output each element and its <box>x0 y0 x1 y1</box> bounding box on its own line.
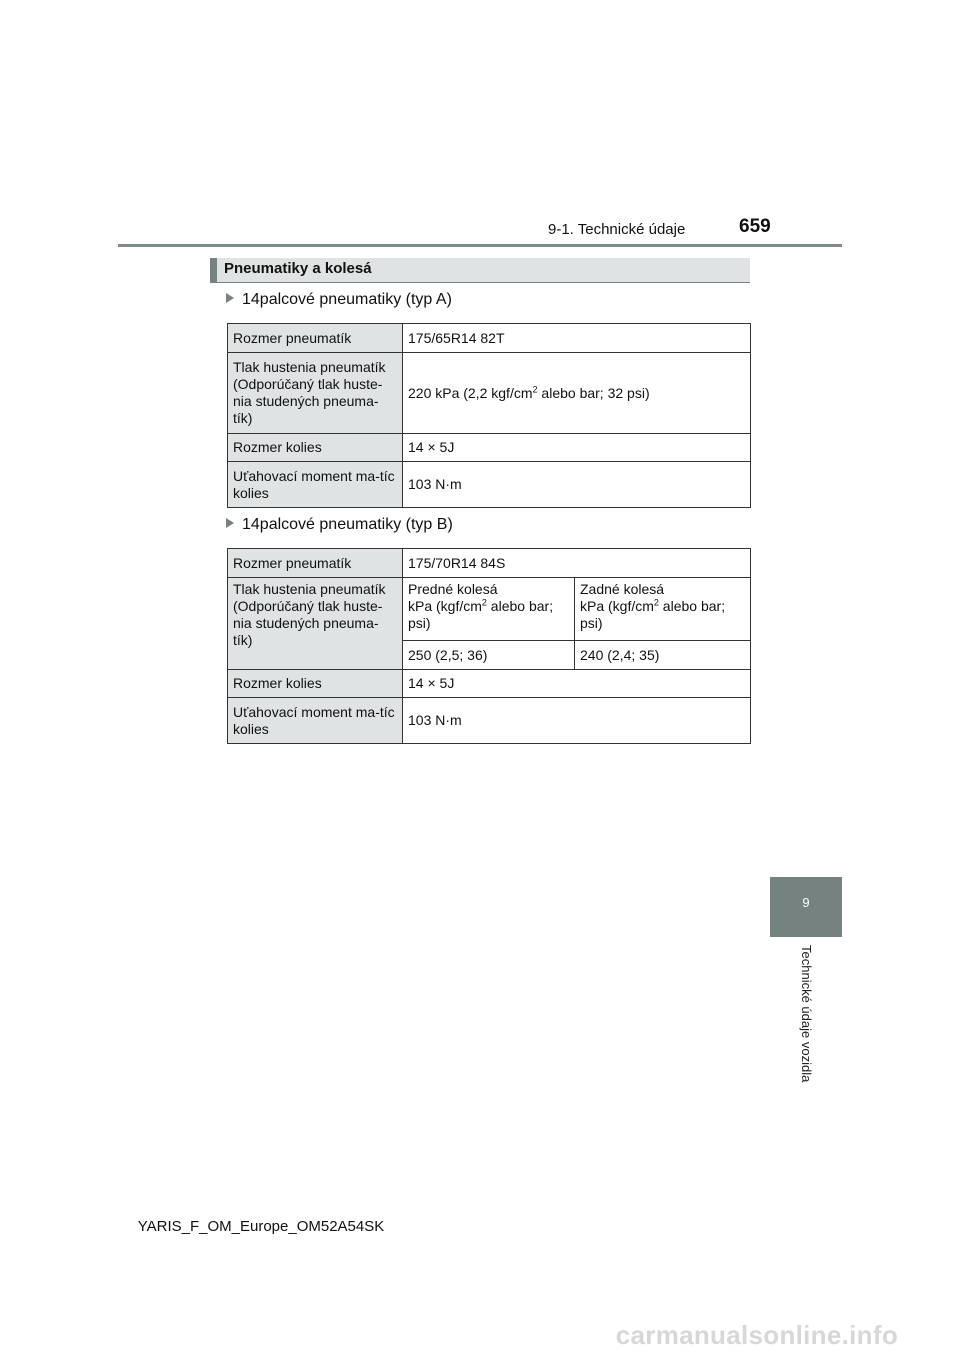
header-divider <box>118 244 842 247</box>
chapter-tab-number: 9 <box>802 895 810 910</box>
torque-label: Uťahovací moment ma-tíc kolies <box>228 698 403 744</box>
pressure-label: Tlak hustenia pneumatík (Odporúčaný tlak huste-nia studených pneuma-tík) <box>228 578 403 670</box>
table-row <box>228 462 751 508</box>
tire-size-value: 175/70R14 84S <box>403 549 751 578</box>
tire-spec-table-a <box>227 323 751 508</box>
section-title: Pneumatiky a kolesá <box>224 260 372 277</box>
table-row <box>228 353 751 434</box>
front-wheels-header: Predné kolesá kPa ($kgf/cm^2$ alebo bar; psi) <box>403 578 575 641</box>
watermark[interactable]: carmanualsonline.info <box>615 1320 898 1350</box>
pressure-label: Tlak hustenia pneumatík (Odporúčaný tlak huste-nia studených pneuma-tík) <box>228 353 403 434</box>
table-a-heading-text: 14palcové pneumatiky (typ A) <box>242 291 452 308</box>
table-row <box>228 670 751 698</box>
torque-value: 103 N·m <box>403 462 751 508</box>
table-row <box>228 434 751 462</box>
pressure-value: 220 kPa (2,2 kgf/$cm^2$ alebo bar; 32 psi) <box>403 353 751 434</box>
front-pressure-value: 250 (2,5; 36) <box>403 641 575 670</box>
triangle-bullet-icon <box>226 518 234 528</box>
chapter-tab-label: Technické údaje vozidla <box>799 945 814 1083</box>
table-row <box>228 578 751 641</box>
wheel-size-label: Rozmer kolies <box>228 434 403 462</box>
table-b-heading-text: 14palcové pneumatiky (typ B) <box>242 516 453 533</box>
wheel-size-value: 14 × 5J <box>403 670 751 698</box>
rear-pressure-value: 240 (2,4; 35) <box>575 641 751 670</box>
table-a-heading <box>226 291 452 309</box>
table-row <box>228 324 751 353</box>
table-row <box>228 698 751 744</box>
document-id: YARIS_F_OM_Europe_OM52A54SK <box>137 1218 385 1235</box>
wheel-size-value: 14 × 5J <box>403 434 751 462</box>
table-b-heading <box>226 516 453 534</box>
tire-size-label: Rozmer pneumatík <box>228 324 403 353</box>
table-row <box>228 549 751 578</box>
tire-size-label: Rozmer pneumatík <box>228 549 403 578</box>
triangle-bullet-icon <box>226 293 234 303</box>
wheel-size-label: Rozmer kolies <box>228 670 403 698</box>
torque-value: 103 N·m <box>403 698 751 744</box>
tire-spec-table-b <box>227 548 751 744</box>
rear-wheels-header: Zadné kolesá kPa ($kgf/cm^2$ alebo bar; psi) <box>575 578 751 641</box>
torque-label: Uťahovací moment ma-tíc kolies <box>228 462 403 508</box>
tire-size-value: 175/65R14 82T <box>403 324 751 353</box>
page-number: 659 <box>739 216 771 237</box>
chapter-title: 9-1. Technické údaje <box>548 221 686 238</box>
